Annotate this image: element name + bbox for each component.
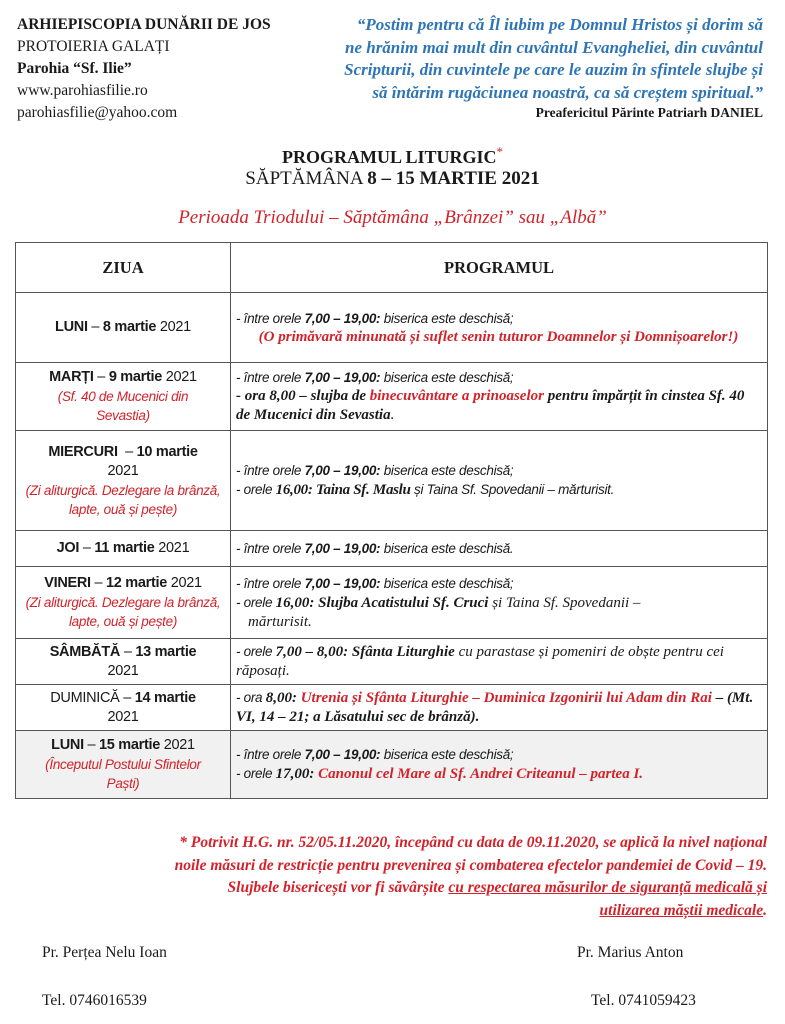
schedule-table xyxy=(15,242,768,799)
program-line: - între orele 7,00 – 19,00: biserica este deschisă; xyxy=(236,310,514,326)
program-line: - între orele 7,00 – 19,00: biserica este deschisă. xyxy=(236,541,514,556)
program-cell xyxy=(231,431,768,531)
program-line: - ora 8,00 – slujba de binecuvântare a prinoaselor pentru împărțit în cinstea Sf. 40 de Mucenici din Sevastia. xyxy=(236,388,745,423)
day-year: 2021 xyxy=(170,575,202,591)
day-cell: MIERCURI – 10 martie 2021 (Zi aliturgică. Dezlegare la brânză, lapte, ouă și pește) xyxy=(16,431,231,531)
day-date: 14 martie xyxy=(134,689,196,706)
table-row xyxy=(16,363,768,431)
program-cell xyxy=(231,531,768,567)
footnote-line: utilizarea măștii medicale. xyxy=(599,901,767,919)
day-name: LUNI xyxy=(55,319,88,335)
column-header-program: PROGRAMUL xyxy=(231,243,768,293)
day-cell: DUMINICĂ – 14 martie 2021 xyxy=(16,685,231,731)
footnote-line: * Potrivit H.G. nr. 52/05.11.2020, începând cu data de 09.11.2020, se aplică la nivel național xyxy=(179,834,767,851)
program-line: - orele 17,00: Canonul cel Mare al Sf. Andrei Criteanul – partea I. xyxy=(236,766,644,782)
program-cell xyxy=(231,567,768,639)
column-header-day: ZIUA xyxy=(16,243,231,293)
priest-left-name: Pr. Perțea Nelu Ioan xyxy=(42,944,167,961)
week-label: SĂPTĂMÂNA xyxy=(245,168,368,189)
day-cell: MARȚI – 9 martie 2021 (Sf. 40 de Mucenici din Sevastia) xyxy=(16,363,231,431)
mask-usage-underlined: utilizarea măștii medicale xyxy=(599,901,764,919)
week-dates: 8 – 15 MARTIE 2021 xyxy=(367,168,540,189)
day-date: 15 martie xyxy=(99,737,161,753)
week-range xyxy=(0,168,785,190)
parish-name: Parohia “Sf. Ilie” xyxy=(17,60,132,77)
day-name: LUNI xyxy=(51,737,84,753)
day-date: 9 martie xyxy=(108,369,163,385)
program-line: - între orele 7,00 – 19,00: biserica este deschisă; xyxy=(236,463,514,478)
program-line: - orele 16,00: Slujba Acatistului Sf. Cruci și Taina Sf. Spovedanii – xyxy=(236,594,641,611)
email-link[interactable]: parohiasfilie@yahoo.com xyxy=(17,104,178,121)
day-year: 2021 xyxy=(158,540,190,556)
day-date: 8 martie xyxy=(102,319,157,335)
day-name: VINERI xyxy=(44,575,91,591)
priest-left-phone[interactable]: Tel. 0746016539 xyxy=(42,992,147,1009)
program-line: - între orele 7,00 – 19,00: biserica este deschisă; xyxy=(236,370,514,385)
day-year: 2021 xyxy=(159,319,191,335)
organization-block xyxy=(17,14,271,124)
day-note: (Sf. 40 de Mucenici din Sevastia) xyxy=(57,389,189,423)
day-name: SÂMBĂTĂ xyxy=(49,643,121,660)
program-line: - ora 8,00: Utrenia și Sfânta Liturghie – Duminica Izgonirii lui Adam din Rai – (Mt. VI, 14 – 21; a Lăsatului sec de brânză). xyxy=(236,690,754,725)
program-cell xyxy=(231,731,768,799)
footnote-line: noile măsuri de restricție pentru prevenirea și combaterea efectelor pandemiei de Covid – 19. xyxy=(174,856,767,874)
day-cell: LUNI – 15 martie 2021 (Începutul Postului Sfintelor Paști) xyxy=(16,731,231,799)
footnote-line: Slujbele bisericești vor fi săvârșite cu respectarea măsurilor de siguranță medicală și xyxy=(227,879,767,896)
day-cell: VINERI – 12 martie 2021 (Zi aliturgică. Dezlegare la brânză, lapte, ouă și pește) xyxy=(16,567,231,639)
day-year: 2021 xyxy=(107,462,139,479)
program-cell xyxy=(231,293,768,363)
day-year: 2021 xyxy=(107,662,139,679)
day-name: MARȚI xyxy=(49,369,94,385)
website-link[interactable]: www.parohiasfilie.ro xyxy=(17,82,148,99)
footnote-asterisk: * xyxy=(496,144,503,159)
program-cell xyxy=(231,639,768,685)
table-row xyxy=(16,531,768,567)
day-year: 2021 xyxy=(163,737,195,753)
program-line: - orele 7,00 – 8,00: Sfânta Liturghie cu parastase și pomeniri de obște pentru cei răposați. xyxy=(236,644,724,679)
quote-line: “Postim pentru că Îl iubim pe Domnul Hristos și dorim să xyxy=(356,15,763,34)
document-title xyxy=(0,144,785,168)
day-year: 2021 xyxy=(165,369,197,385)
program-line: - orele 16,00: Taina Sf. Maslu și Taina Sf. Spovedanii – mărturisit. xyxy=(236,482,615,498)
title-text: PROGRAMUL LITURGIC xyxy=(281,147,497,167)
day-date: 11 martie xyxy=(94,540,155,556)
day-note: (Începutul Postului Sfintelor Paști) xyxy=(45,757,201,791)
table-row xyxy=(16,685,768,731)
day-name: JOI xyxy=(56,540,80,556)
patriarch-quote xyxy=(303,14,763,104)
day-note: (Zi aliturgică. Dezlegare la brânză, lapte, ouă și pește) xyxy=(25,482,221,517)
greeting-message: (O primăvară minunată și suflet senin tuturor Doamnelor și Domnișoarelor!) xyxy=(258,328,739,345)
covid-footnote xyxy=(27,832,767,922)
day-cell: LUNI – 8 martie 2021 xyxy=(16,293,231,363)
day-date: 10 martie xyxy=(136,443,198,460)
table-header-row xyxy=(16,243,768,293)
program-line: - între orele 7,00 – 19,00: biserica este deschisă; xyxy=(236,747,514,762)
day-date: 13 martie xyxy=(135,643,197,660)
program-cell xyxy=(231,685,768,731)
day-name: DUMINICĂ xyxy=(50,689,120,706)
table-row xyxy=(16,431,768,531)
archdiocese-name: ARHIEPISCOPIA DUNĂRII DE JOS xyxy=(17,16,271,33)
program-line: - între orele 7,00 – 19,00: biserica este deschisă; xyxy=(236,575,514,591)
day-date: 12 martie xyxy=(106,575,167,591)
quote-author: Preafericitul Părinte Patriarh DANIEL xyxy=(535,105,763,120)
safety-measures-underlined: cu respectarea măsurilor de siguranță medicală și xyxy=(448,879,767,896)
table-row xyxy=(16,293,768,363)
deanery-name: PROTOIERIA GALAȚI xyxy=(17,38,170,55)
table-row xyxy=(16,639,768,685)
day-name: MIERCURI xyxy=(48,443,118,460)
priest-right-phone[interactable]: Tel. 0741059423 xyxy=(591,992,696,1009)
program-line: mărturisit. xyxy=(248,613,312,630)
priest-right-name: Pr. Marius Anton xyxy=(577,944,684,961)
period-subtitle: Perioada Triodului – Săptămâna „Brânzei” sau „Albă” xyxy=(178,207,607,228)
quote-line: să întărim rugăciunea noastră, ca să creștem spiritual.” xyxy=(372,82,763,102)
day-note: (Zi aliturgică. Dezlegare la brânză, lapte, ouă și pește) xyxy=(25,595,221,629)
quote-line: ne hrănim mai mult din cuvântul Evangheliei, din cuvântul xyxy=(344,37,763,57)
quote-line: Scripturii, din cuvintele pe care le auzim în sfintele slujbe și xyxy=(344,60,763,79)
day-year: 2021 xyxy=(107,708,139,725)
table-row xyxy=(16,567,768,639)
table-row xyxy=(16,731,768,799)
day-cell: JOI – 11 martie 2021 xyxy=(16,531,231,567)
day-cell: SÂMBĂTĂ – 13 martie 2021 xyxy=(16,639,231,685)
program-cell xyxy=(231,363,768,431)
